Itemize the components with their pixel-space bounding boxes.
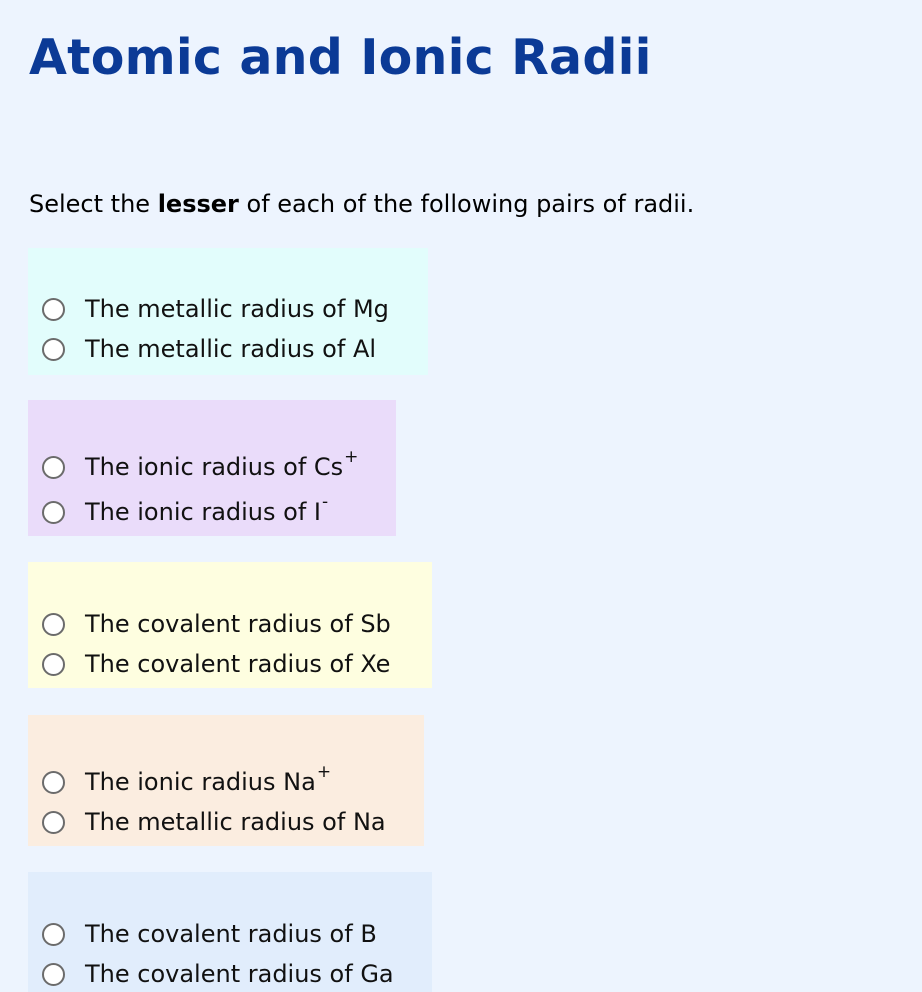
option-b-covalent[interactable] <box>42 918 378 950</box>
option-label: The covalent radius of Xe <box>85 650 391 678</box>
option-label: The ionic radius of I- <box>85 492 329 526</box>
radio-button[interactable] <box>42 771 65 794</box>
option-al-metallic[interactable] <box>42 333 377 365</box>
radio-button[interactable] <box>42 923 65 946</box>
question-2 <box>28 400 396 536</box>
option-label: The covalent radius of Ga <box>85 960 394 988</box>
instructions-text: Select the <box>29 190 158 218</box>
option-mg-metallic[interactable] <box>42 293 390 325</box>
question-5 <box>28 872 432 992</box>
option-cs-ionic[interactable] <box>42 447 359 483</box>
radio-button[interactable] <box>42 653 65 676</box>
option-label: The metallic radius of Mg <box>85 295 389 323</box>
radio-button[interactable] <box>42 501 65 524</box>
option-i-ionic[interactable] <box>42 492 329 528</box>
option-label: The metallic radius of Al <box>85 335 377 363</box>
radio-button[interactable] <box>42 456 65 479</box>
option-label: The covalent radius of B <box>85 920 377 948</box>
radio-button[interactable] <box>42 963 65 986</box>
instructions-text-end: of each of the following pairs of radii. <box>238 190 695 218</box>
radio-button[interactable] <box>42 613 65 636</box>
option-sb-covalent[interactable] <box>42 608 392 640</box>
option-label: The ionic radius Na+ <box>85 762 332 796</box>
radio-button[interactable] <box>42 298 65 321</box>
radio-button[interactable] <box>42 811 65 834</box>
question-1 <box>28 248 428 375</box>
question-4 <box>28 715 424 846</box>
option-xe-covalent[interactable] <box>42 648 391 680</box>
page-title: Atomic and Ionic Radii <box>29 29 652 86</box>
instructions <box>29 188 694 220</box>
option-label: The ionic radius of Cs+ <box>85 447 359 481</box>
option-label: The covalent radius of Sb <box>85 610 391 638</box>
option-na-metallic[interactable] <box>42 806 387 838</box>
option-ga-covalent[interactable] <box>42 958 395 990</box>
question-3 <box>28 562 432 688</box>
instructions-emphasis: lesser <box>157 190 239 218</box>
option-na-ionic[interactable] <box>42 762 332 798</box>
radio-button[interactable] <box>42 338 65 361</box>
option-label: The metallic radius of Na <box>85 808 386 836</box>
